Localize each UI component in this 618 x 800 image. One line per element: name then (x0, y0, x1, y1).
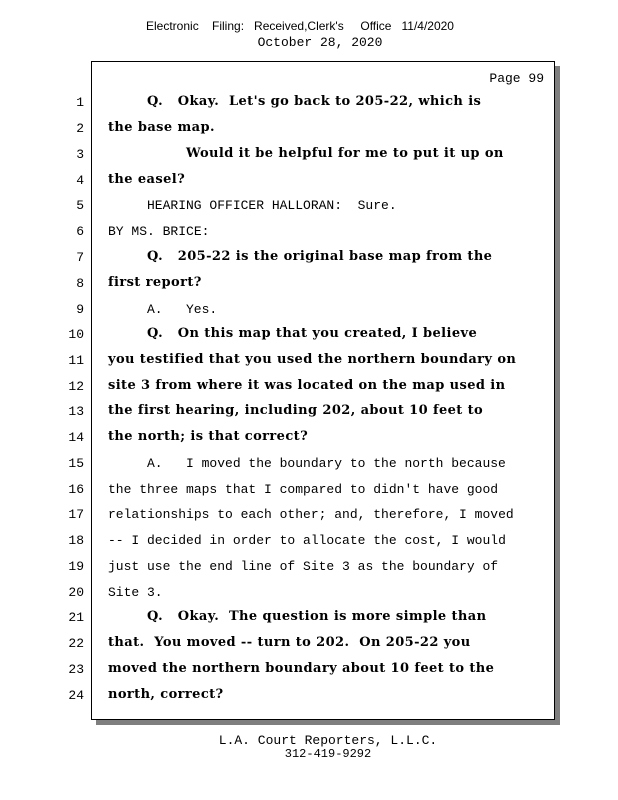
transcript-line: north, correct? (108, 687, 224, 702)
transcript-line: the three maps that I compared to didn't have good (108, 482, 499, 497)
transcript-line: Would it be helpful for me to put it up on (186, 146, 504, 161)
transcript-line: you testified that you used the northern boundary on (108, 352, 517, 367)
line-number: 12 (68, 379, 84, 394)
transcript-line: A. I moved the boundary to the north because (147, 456, 506, 471)
line-number: 18 (68, 533, 84, 548)
transcript-line: the easel? (108, 172, 186, 187)
line-number: 5 (76, 198, 84, 213)
transcript-line: that. You moved -- turn to 202. On 205-22 you (108, 635, 471, 650)
transcript-line: moved the northern boundary about 10 feet to the (108, 661, 495, 676)
transcript-line: -- I decided in order to allocate the cost, I would (108, 533, 506, 548)
line-number: 22 (68, 636, 84, 651)
line-number: 21 (68, 610, 84, 625)
line-number: 16 (68, 482, 84, 497)
line-number: 1 (76, 95, 84, 110)
transcript-line: HEARING OFFICER HALLORAN: Sure. (147, 198, 397, 213)
transcript-line: site 3 from where it was located on the map used in (108, 378, 506, 393)
line-number: 4 (76, 173, 84, 188)
line-number: 9 (76, 302, 84, 317)
line-number: 23 (68, 662, 84, 677)
line-number: 19 (68, 559, 84, 574)
transcript-line: Site 3. (108, 585, 163, 600)
line-number: 3 (76, 147, 84, 162)
filing-stamp: Electronic Filing: Received,Clerk's Office 11/4/2020 (146, 19, 454, 33)
footer-company: L.A. Court Reporters, L.L.C. (218, 733, 438, 748)
line-number: 13 (68, 404, 84, 419)
line-number: 2 (76, 121, 84, 136)
transcript-line: BY MS. BRICE: (108, 224, 210, 239)
line-number: 8 (76, 276, 84, 291)
line-number: 15 (68, 456, 84, 471)
transcript-line: the north; is that correct? (108, 429, 309, 444)
transcript-line: the base map. (108, 120, 215, 135)
page-number: Page 99 (489, 71, 544, 86)
line-number: 10 (68, 327, 84, 342)
footer-phone: 312-419-9292 (284, 747, 372, 761)
transcript-line: relationships to each other; and, therefore, I moved (108, 507, 514, 522)
transcript-date: October 28, 2020 (257, 35, 383, 50)
line-number: 17 (68, 507, 84, 522)
transcript-line: A. Yes. (147, 302, 218, 317)
transcript-line: Q. Okay. The question is more simple than (147, 609, 487, 624)
line-number: 6 (76, 224, 84, 239)
line-number: 7 (76, 250, 84, 265)
line-number: 14 (68, 430, 84, 445)
line-number: 24 (68, 688, 84, 703)
transcript-line: first report? (108, 275, 202, 290)
transcript-line: Q. On this map that you created, I believe (147, 326, 478, 341)
transcript-line: just use the end line of Site 3 as the boundary of (108, 559, 499, 574)
line-number: 11 (68, 353, 84, 368)
transcript-line: Q. Okay. Let's go back to 205-22, which is (147, 94, 482, 109)
transcript-line: the first hearing, including 202, about 10 feet to (108, 403, 484, 418)
line-number: 20 (68, 585, 84, 600)
transcript-line: Q. 205-22 is the original base map from the (147, 249, 493, 264)
